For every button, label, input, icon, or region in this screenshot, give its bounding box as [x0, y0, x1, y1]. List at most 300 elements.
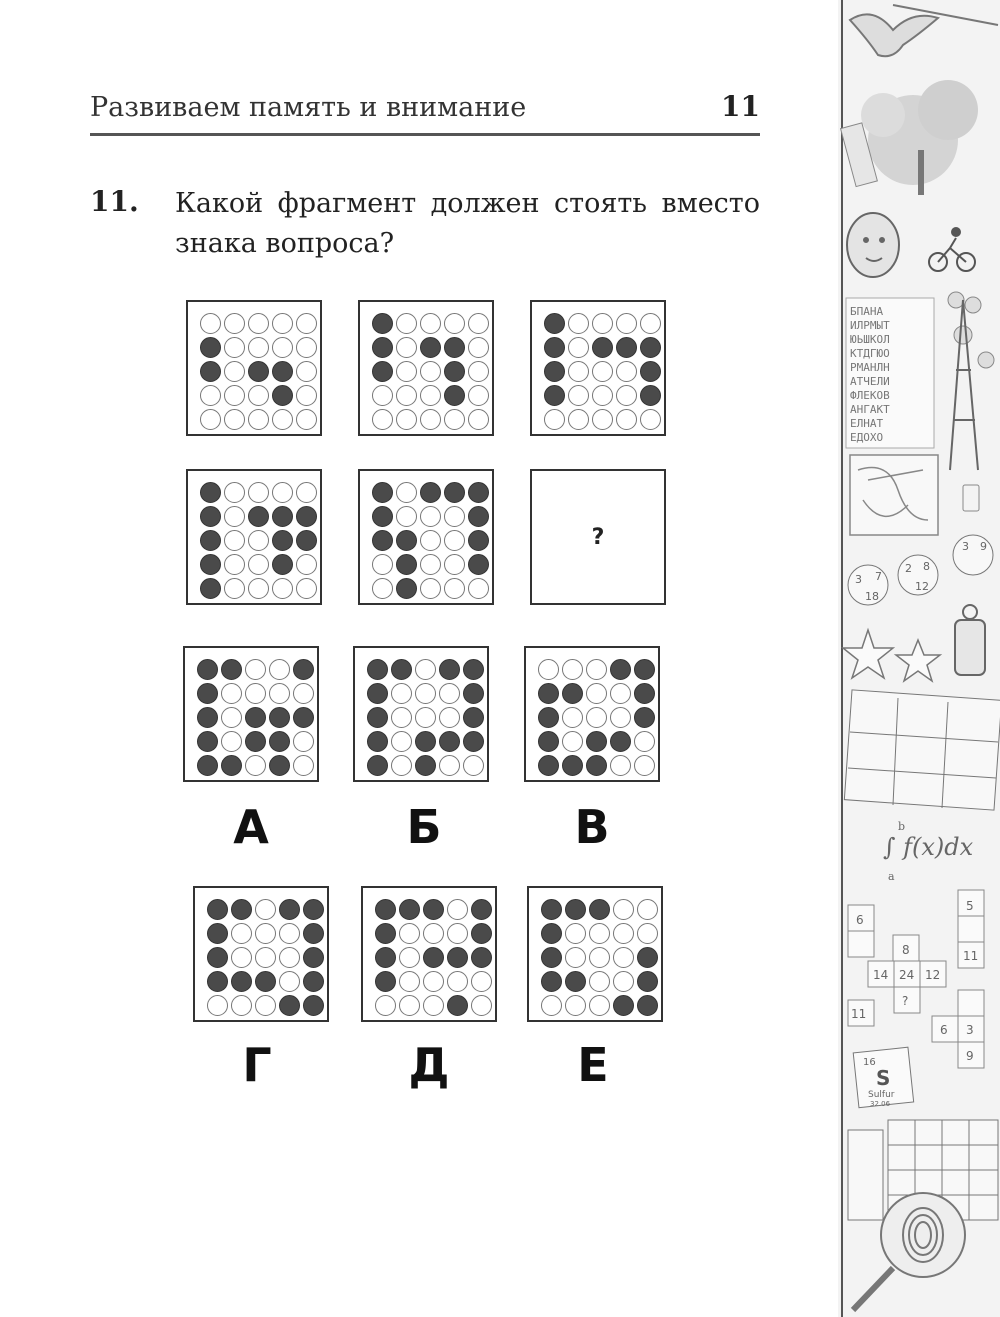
filled-dot: [471, 899, 492, 920]
filled-dot: [396, 530, 417, 551]
filled-dot: [372, 506, 393, 527]
empty-dot: [224, 554, 245, 575]
filled-dot: [468, 554, 489, 575]
empty-dot: [463, 755, 484, 776]
empty-dot: [589, 995, 610, 1016]
filled-dot: [415, 755, 436, 776]
filled-dot: [538, 755, 559, 776]
empty-dot: [224, 361, 245, 382]
filled-dot: [541, 923, 562, 944]
puzzle-cell: [358, 469, 494, 605]
empty-dot: [439, 707, 460, 728]
filled-dot: [463, 731, 484, 752]
answer-option-e[interactable]: [527, 886, 663, 1022]
filled-dot: [637, 947, 658, 968]
filled-dot: [463, 683, 484, 704]
filled-dot: [468, 482, 489, 503]
filled-dot: [197, 731, 218, 752]
empty-dot: [592, 409, 613, 430]
page-header-title: Развиваем память и внимание: [90, 92, 527, 123]
empty-dot: [255, 947, 276, 968]
empty-dot: [231, 923, 252, 944]
filled-dot: [541, 899, 562, 920]
empty-dot: [420, 313, 441, 334]
empty-dot: [396, 385, 417, 406]
empty-dot: [468, 313, 489, 334]
empty-dot: [568, 409, 589, 430]
filled-dot: [296, 506, 317, 527]
filled-dot: [634, 683, 655, 704]
filled-dot: [279, 899, 300, 920]
header-divider: [90, 133, 760, 136]
empty-dot: [444, 578, 465, 599]
empty-dot: [589, 971, 610, 992]
empty-dot: [372, 385, 393, 406]
integral-lower-limit: a: [888, 870, 895, 883]
dot-grid: [200, 482, 317, 599]
empty-dot: [272, 313, 293, 334]
sulfur-symbol: S: [876, 1066, 891, 1090]
cross-number: 11: [851, 1007, 867, 1021]
dot-grid: [541, 899, 658, 1016]
filled-dot: [444, 337, 465, 358]
empty-dot: [613, 947, 634, 968]
filled-dot: [367, 707, 388, 728]
filled-dot: [303, 947, 324, 968]
empty-dot: [423, 995, 444, 1016]
empty-dot: [613, 923, 634, 944]
filled-dot: [396, 554, 417, 575]
dot-grid: [538, 659, 655, 776]
filled-dot: [272, 506, 293, 527]
puzzle-board-icon: [844, 690, 1000, 810]
cross-number: 6: [940, 1023, 948, 1037]
empty-dot: [272, 337, 293, 358]
filled-dot: [471, 947, 492, 968]
filled-dot: [200, 554, 221, 575]
filled-dot: [420, 482, 441, 503]
empty-dot: [279, 923, 300, 944]
filled-dot: [586, 731, 607, 752]
filled-dot: [200, 578, 221, 599]
filled-dot: [423, 947, 444, 968]
filled-dot: [637, 995, 658, 1016]
empty-dot: [248, 385, 269, 406]
empty-dot: [420, 554, 441, 575]
empty-dot: [634, 755, 655, 776]
filled-dot: [562, 683, 583, 704]
empty-dot: [296, 554, 317, 575]
filled-dot: [610, 659, 631, 680]
empty-dot: [610, 683, 631, 704]
dot-grid: [372, 482, 489, 599]
filled-dot: [231, 971, 252, 992]
dot-grid: [367, 659, 484, 776]
option-label-v: В: [574, 800, 610, 854]
empty-dot: [293, 755, 314, 776]
filled-dot: [221, 659, 242, 680]
filled-dot: [197, 683, 218, 704]
filled-dot: [399, 899, 420, 920]
empty-dot: [544, 409, 565, 430]
circle-number: 12: [915, 580, 929, 593]
filled-dot: [544, 385, 565, 406]
empty-dot: [565, 947, 586, 968]
filled-dot: [245, 731, 266, 752]
filled-dot: [303, 971, 324, 992]
empty-dot: [613, 971, 634, 992]
integral-formula: ∫ f(x)dx: [883, 833, 974, 861]
empty-dot: [444, 506, 465, 527]
empty-dot: [610, 707, 631, 728]
empty-dot: [272, 578, 293, 599]
dot-grid: [200, 313, 317, 430]
empty-dot: [399, 923, 420, 944]
empty-dot: [245, 683, 266, 704]
filled-dot: [207, 947, 228, 968]
wordsearch-row: ЕДОХО: [850, 431, 884, 444]
empty-dot: [589, 947, 610, 968]
filled-dot: [634, 659, 655, 680]
filled-dot: [468, 530, 489, 551]
filled-dot: [447, 995, 468, 1016]
wordsearch-row: АНГАКТ: [850, 403, 890, 416]
filled-dot: [544, 337, 565, 358]
empty-dot: [640, 409, 661, 430]
empty-dot: [586, 659, 607, 680]
decorative-sidebar: [838, 0, 1000, 1317]
empty-dot: [613, 899, 634, 920]
filled-dot: [200, 482, 221, 503]
option-label-g: Г: [242, 1038, 272, 1092]
filled-dot: [468, 506, 489, 527]
filled-dot: [207, 899, 228, 920]
empty-dot: [640, 313, 661, 334]
empty-dot: [399, 971, 420, 992]
empty-dot: [224, 530, 245, 551]
missing-fragment: [530, 469, 666, 605]
filled-dot: [592, 337, 613, 358]
filled-dot: [269, 731, 290, 752]
filled-dot: [293, 707, 314, 728]
empty-dot: [444, 313, 465, 334]
empty-dot: [269, 659, 290, 680]
filled-dot: [293, 659, 314, 680]
empty-dot: [637, 923, 658, 944]
filled-dot: [372, 313, 393, 334]
filled-dot: [541, 947, 562, 968]
empty-dot: [637, 899, 658, 920]
page-number: 11: [721, 90, 760, 123]
empty-dot: [610, 755, 631, 776]
empty-dot: [296, 409, 317, 430]
empty-dot: [616, 385, 637, 406]
empty-dot: [375, 995, 396, 1016]
puzzle-cell: [530, 300, 666, 436]
answer-option-g[interactable]: [193, 886, 329, 1022]
empty-dot: [200, 385, 221, 406]
empty-dot: [444, 409, 465, 430]
empty-dot: [420, 409, 441, 430]
circle-number: 2: [905, 562, 912, 575]
empty-dot: [423, 923, 444, 944]
empty-dot: [420, 361, 441, 382]
empty-dot: [248, 554, 269, 575]
empty-dot: [224, 313, 245, 334]
answer-option-b[interactable]: [353, 646, 489, 782]
empty-dot: [444, 554, 465, 575]
filled-dot: [200, 530, 221, 551]
answer-option-a[interactable]: [183, 646, 319, 782]
empty-dot: [415, 683, 436, 704]
filled-dot: [375, 947, 396, 968]
filled-dot: [221, 755, 242, 776]
circle-number: 3: [855, 573, 862, 586]
filled-dot: [538, 731, 559, 752]
empty-dot: [296, 313, 317, 334]
empty-dot: [616, 313, 637, 334]
cross-number: 9: [966, 1049, 974, 1063]
filled-dot: [463, 659, 484, 680]
option-label-a: А: [233, 800, 269, 854]
empty-dot: [372, 554, 393, 575]
empty-dot: [221, 707, 242, 728]
filled-dot: [444, 361, 465, 382]
filled-dot: [423, 899, 444, 920]
empty-dot: [439, 755, 460, 776]
filled-dot: [444, 482, 465, 503]
filled-dot: [613, 995, 634, 1016]
sulfur-element-icon: [853, 1047, 913, 1108]
empty-dot: [634, 731, 655, 752]
filled-dot: [272, 530, 293, 551]
empty-dot: [420, 530, 441, 551]
filled-dot: [610, 731, 631, 752]
empty-dot: [279, 971, 300, 992]
empty-dot: [221, 731, 242, 752]
empty-dot: [568, 361, 589, 382]
filled-dot: [471, 923, 492, 944]
filled-dot: [200, 361, 221, 382]
empty-dot: [447, 899, 468, 920]
cross-number: 12: [925, 968, 941, 982]
cross-number: 3: [966, 1023, 974, 1037]
filled-dot: [634, 707, 655, 728]
empty-dot: [471, 995, 492, 1016]
empty-dot: [468, 578, 489, 599]
filled-dot: [538, 683, 559, 704]
empty-dot: [396, 337, 417, 358]
filled-dot: [207, 971, 228, 992]
cross-number: 5: [966, 899, 974, 913]
empty-dot: [592, 313, 613, 334]
empty-dot: [568, 313, 589, 334]
empty-dot: [468, 385, 489, 406]
filled-dot: [444, 385, 465, 406]
filled-dot: [565, 899, 586, 920]
empty-dot: [248, 337, 269, 358]
filled-dot: [541, 971, 562, 992]
wordsearch-row: КТДГЮО: [850, 347, 890, 360]
wordsearch-row: ФЛЕКОВ: [850, 389, 890, 402]
answer-option-v[interactable]: [524, 646, 660, 782]
filled-dot: [447, 947, 468, 968]
empty-dot: [224, 385, 245, 406]
sulfur-number: 16: [863, 1057, 876, 1068]
filled-dot: [640, 361, 661, 382]
wordsearch-row: ЮЬШКОЛ: [850, 333, 890, 346]
filled-dot: [439, 659, 460, 680]
empty-dot: [231, 995, 252, 1016]
empty-dot: [245, 659, 266, 680]
empty-dot: [372, 578, 393, 599]
empty-dot: [221, 683, 242, 704]
empty-dot: [420, 506, 441, 527]
empty-dot: [200, 409, 221, 430]
filled-dot: [544, 361, 565, 382]
empty-dot: [245, 755, 266, 776]
empty-dot: [592, 385, 613, 406]
empty-dot: [224, 337, 245, 358]
empty-dot: [616, 409, 637, 430]
empty-dot: [589, 923, 610, 944]
empty-dot: [224, 482, 245, 503]
empty-dot: [248, 578, 269, 599]
filled-dot: [231, 899, 252, 920]
empty-dot: [391, 683, 412, 704]
word-search-icon: [846, 298, 934, 448]
portrait-icon: [847, 213, 899, 277]
empty-dot: [272, 482, 293, 503]
filled-dot: [269, 707, 290, 728]
empty-dot: [207, 995, 228, 1016]
dot-grid: [372, 313, 489, 430]
dot-grid: [207, 899, 324, 1016]
empty-dot: [538, 659, 559, 680]
empty-dot: [248, 482, 269, 503]
empty-dot: [568, 337, 589, 358]
filled-dot: [640, 385, 661, 406]
empty-dot: [471, 971, 492, 992]
question-mark: ?: [591, 524, 605, 550]
wordsearch-row: БПАНА: [850, 305, 884, 318]
filled-dot: [562, 755, 583, 776]
empty-dot: [269, 683, 290, 704]
sulfur-mass: 32.06: [870, 1100, 891, 1108]
filled-dot: [197, 755, 218, 776]
option-label-d: Д: [408, 1038, 450, 1092]
filled-dot: [303, 923, 324, 944]
empty-dot: [447, 971, 468, 992]
empty-dot: [420, 385, 441, 406]
filled-dot: [544, 313, 565, 334]
empty-dot: [420, 578, 441, 599]
filled-dot: [637, 971, 658, 992]
filled-dot: [303, 899, 324, 920]
empty-dot: [372, 409, 393, 430]
empty-dot: [248, 530, 269, 551]
empty-dot: [396, 313, 417, 334]
empty-dot: [541, 995, 562, 1016]
filled-dot: [372, 361, 393, 382]
filled-dot: [396, 578, 417, 599]
empty-dot: [399, 995, 420, 1016]
circle-number: 3: [962, 540, 969, 553]
puzzle-cell: [186, 469, 322, 605]
cross-number: ?: [902, 994, 909, 1008]
puzzle-cell: [358, 300, 494, 436]
empty-dot: [444, 530, 465, 551]
filled-dot: [272, 361, 293, 382]
filled-dot: [197, 707, 218, 728]
empty-dot: [293, 683, 314, 704]
filled-dot: [245, 707, 266, 728]
empty-dot: [565, 995, 586, 1016]
filled-dot: [200, 506, 221, 527]
empty-dot: [616, 361, 637, 382]
question-number: 11.: [90, 185, 139, 218]
filled-dot: [439, 731, 460, 752]
empty-dot: [468, 409, 489, 430]
empty-dot: [391, 755, 412, 776]
empty-dot: [391, 731, 412, 752]
filled-dot: [565, 971, 586, 992]
empty-dot: [224, 409, 245, 430]
empty-dot: [396, 361, 417, 382]
empty-dot: [272, 409, 293, 430]
empty-dot: [248, 409, 269, 430]
filled-dot: [372, 530, 393, 551]
empty-dot: [200, 313, 221, 334]
cross-number: 14: [873, 968, 889, 982]
dot-grid: [375, 899, 492, 1016]
empty-dot: [396, 409, 417, 430]
cross-number: 8: [902, 943, 910, 957]
empty-dot: [562, 707, 583, 728]
filled-dot: [616, 337, 637, 358]
puzzle-cell: [186, 300, 322, 436]
circle-number: 7: [875, 570, 882, 583]
filled-dot: [372, 337, 393, 358]
filled-dot: [586, 755, 607, 776]
wordsearch-row: РМАНЛН: [850, 361, 890, 374]
filled-dot: [248, 361, 269, 382]
wordsearch-row: АТЧЕЛИ: [850, 375, 890, 388]
circle-number: 9: [980, 540, 987, 553]
empty-dot: [296, 482, 317, 503]
filled-dot: [303, 995, 324, 1016]
empty-dot: [468, 337, 489, 358]
filled-dot: [463, 707, 484, 728]
empty-dot: [592, 361, 613, 382]
empty-dot: [296, 337, 317, 358]
filled-dot: [589, 899, 610, 920]
filled-dot: [538, 707, 559, 728]
empty-dot: [468, 361, 489, 382]
filled-dot: [367, 755, 388, 776]
empty-dot: [279, 947, 300, 968]
answer-option-d[interactable]: [361, 886, 497, 1022]
filled-dot: [207, 923, 228, 944]
filled-dot: [367, 683, 388, 704]
filled-dot: [375, 923, 396, 944]
filled-dot: [279, 995, 300, 1016]
filled-dot: [375, 899, 396, 920]
wordsearch-row: ИЛРМЫТ: [850, 319, 890, 332]
filled-dot: [255, 971, 276, 992]
empty-dot: [248, 313, 269, 334]
empty-dot: [399, 947, 420, 968]
